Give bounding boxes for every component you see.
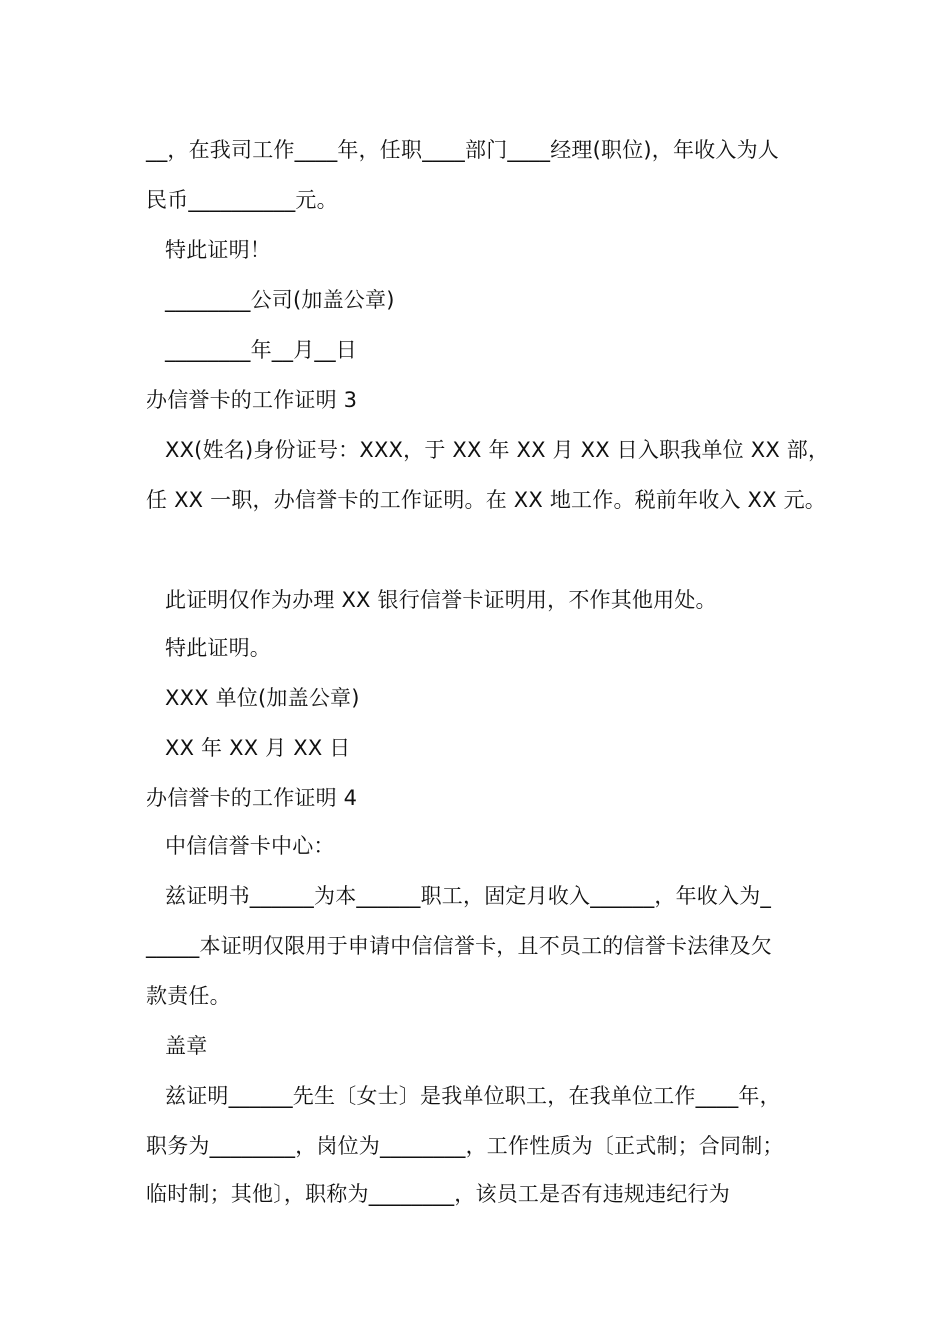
text-line: 兹证明书______为本______职工，固定月收入______，年收入为_	[165, 884, 772, 908]
text-line: 中信信誉卡中心：	[165, 834, 335, 858]
section-heading: 办信誉卡的工作证明 4	[146, 786, 358, 810]
text-line: 民币__________元。	[146, 188, 338, 212]
text-line: 任 XX 一职，办信誉卡的工作证明。在 XX 地工作。税前年收入 XX 元。	[146, 488, 826, 512]
text-line: ________年__月__日	[165, 338, 357, 362]
section-heading: 办信誉卡的工作证明 3	[146, 388, 358, 412]
text-line: 盖章	[165, 1034, 208, 1058]
text-line: 职务为________，岗位为________，工作性质为〔正式制；合同制；	[146, 1134, 784, 1158]
text-line: 特此证明！	[165, 238, 271, 262]
text-line: XX 年 XX 月 XX 日	[165, 736, 351, 760]
text-line: 此证明仅作为办理 XX 银行信誉卡证明用，不作其他用处。	[165, 588, 717, 612]
text-line: 临时制；其他〕，职称为________，该员工是否有违规违纪行为	[146, 1182, 730, 1206]
text-line: 款责任。	[146, 984, 231, 1008]
text-line: _____本证明仅限用于申请中信信誉卡，且不员工的信誉卡法律及欠	[146, 934, 772, 958]
text-line: XXX 单位(加盖公章)	[165, 686, 360, 710]
text-line: XX(姓名)身份证号：XXX，于 XX 年 XX 月 XX 日入职我单位 XX 部，	[165, 438, 830, 462]
text-line: ________公司(加盖公章)	[165, 288, 395, 312]
text-line: 兹证明______先生〔女士〕是我单位职工，在我单位工作____年，	[165, 1084, 781, 1108]
text-line: 特此证明。	[165, 636, 271, 660]
text-line: __，在我司工作____年，任职____部门____经理(职位)，年收入为人	[146, 138, 779, 162]
